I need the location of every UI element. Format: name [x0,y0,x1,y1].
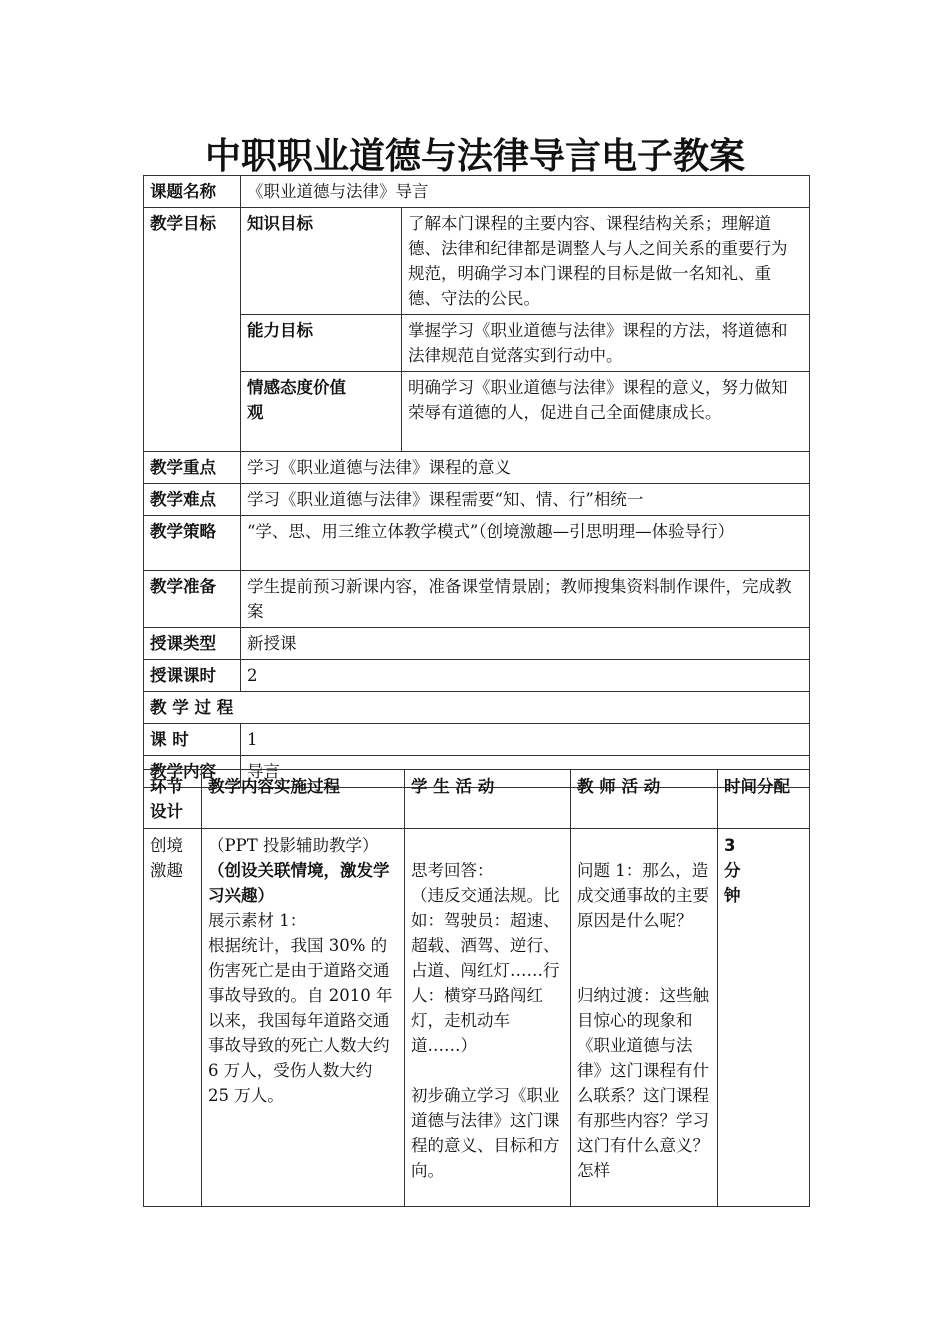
lesson-hours-label: 授课课时 [144,660,241,692]
header-teacher-activity: 教 师 活 动 [571,770,718,829]
ability-value: 掌握学习《职业道德与法律》课程的方法，将道德和法律规范自觉落实到行动中。 [402,315,810,372]
teacher-transition: 归纳过渡：这些触目惊心的现象和《职业道德与法律》这门课程有什么联系？这门课程有那些内容？学习这门有什么意义？怎样 [577,986,709,1180]
document-title: 中职职业道德与法律导言电子教案 [204,136,745,177]
ability-label: 能力目标 [241,315,402,372]
impl-text: 根据统计，我国 30% 的伤害死亡是由于道路交通事故导致的。自 2010 年以来，我国每年道路交通事故导致的死亡人数大约 6 万人，受伤人数大约 25 万人。 [208,936,393,1105]
header-implementation: 教学内容实施过程 [202,770,405,829]
content-value: 导言 [241,756,810,788]
lesson-type-value: 新授课 [241,628,810,660]
teacher-activity-cell [571,829,718,1207]
difficulty-value: 学习《职业道德与法律》课程需要“知、情、行”相统一 [241,484,810,516]
student-answer-text: （违反交通法规。比如：驾驶员：超速、超载、酒驾、逆行、占道、闯红灯……行人：横穿马路闯红灯，走机动车道……） [411,886,560,1055]
impl-bold-note: （创设关联情境，激发学习兴趣） [208,861,390,905]
student-answer-label: 思考回答： [411,861,494,880]
content-label: 教学内容 [144,756,241,788]
lesson-hours-value: 2 [241,660,810,692]
process-heading: 教 学 过 程 [144,692,810,724]
impl-ppt-note: （PPT 投影辅助教学） [208,836,379,855]
lesson-type-label: 授课类型 [144,628,241,660]
key-point-value: 学习《职业道德与法律》课程的意义 [241,452,810,484]
prep-label: 教学准备 [144,571,241,628]
header-section: 环节设计 [144,770,202,829]
strategy-value: “学、思、用三维立体教学模式”（创境激趣—引思明理—体验导行） [241,516,810,571]
time-allocation: 3 分 钟 [718,829,810,1207]
topic-value: 《职业道德与法律》导言 [241,176,810,208]
knowledge-value: 了解本门课程的主要内容、课程结构关系；理解道德、法律和纪律都是调整人与人之间关系的重要行为规范，明确学习本门课程的目标是做一名知礼、重德、守法的公民。 [402,208,810,315]
teaching-process-table [143,769,810,1207]
key-point-label: 教学重点 [144,452,241,484]
teacher-question: 问题 1：那么，造成交通事故的主要原因是什么呢？ [577,861,709,930]
student-activity-cell [405,829,571,1207]
topic-label: 课题名称 [144,176,241,208]
impl-material: 展示素材 1： [208,911,307,930]
period-label: 课 时 [144,724,241,756]
header-time: 时间分配 [718,770,810,829]
knowledge-label: 知识目标 [241,208,402,315]
student-goal-text: 初步确立学习《职业道德与法律》这门课程的意义、目标和方向。 [411,1086,560,1180]
goal-label: 教学目标 [144,208,241,452]
implementation-cell [202,829,405,1207]
section-name: 创境激趣 [144,829,202,1207]
period-value: 1 [241,724,810,756]
strategy-label: 教学策略 [144,516,241,571]
difficulty-label: 教学难点 [144,484,241,516]
prep-value: 学生提前预习新课内容，准备课堂情景剧；教师搜集资料制作课件，完成教案 [241,571,810,628]
emotion-label: 情感态度价值观 [241,372,402,452]
header-student-activity: 学 生 活 动 [405,770,571,829]
emotion-value: 明确学习《职业道德与法律》课程的意义，努力做知荣辱有道德的人，促进自己全面健康成长。 [402,372,810,452]
lesson-info-table [143,175,810,788]
